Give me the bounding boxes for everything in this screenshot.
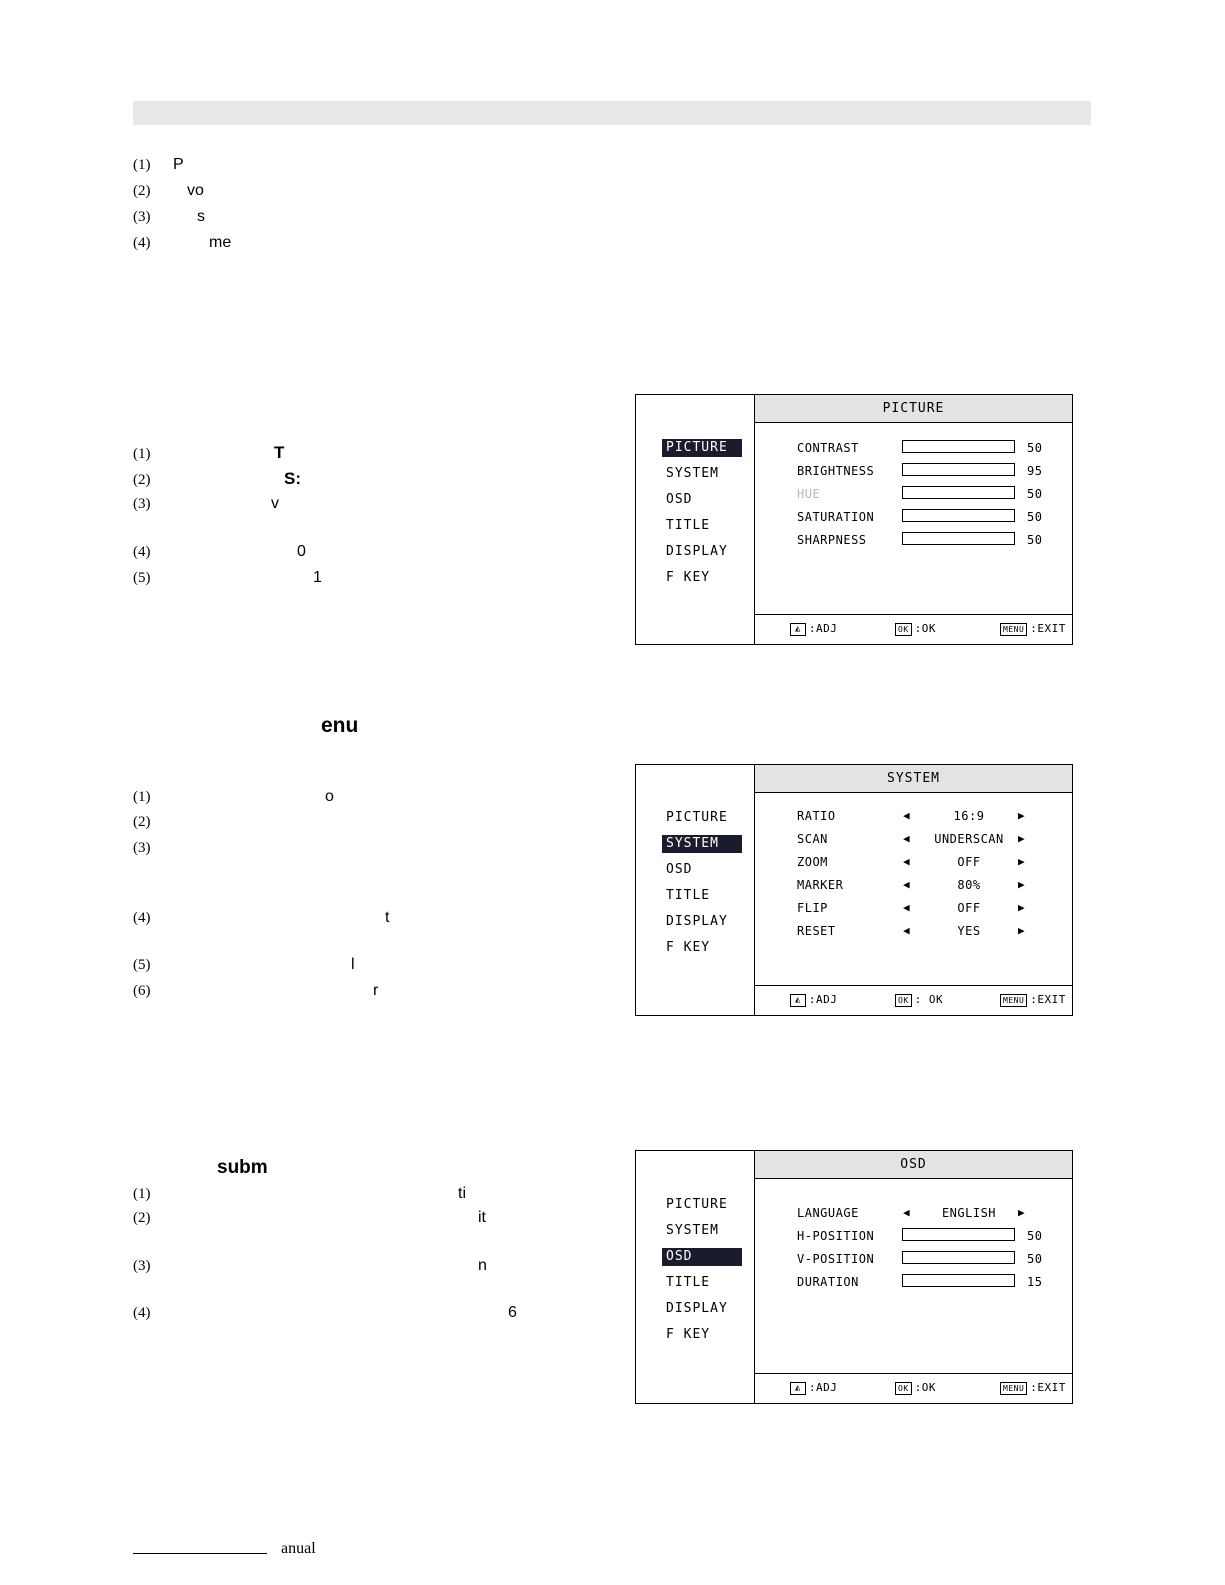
list-text: me [209, 234, 232, 251]
menu-key-icon: MENU [1000, 994, 1027, 1007]
osd-row-scan[interactable] [755, 829, 1072, 852]
osd-row-brightness[interactable] [755, 461, 1072, 484]
list-item [133, 909, 389, 927]
row-label: SHARPNESS [797, 533, 867, 547]
osd-footer [755, 985, 1072, 1015]
list-item [133, 156, 184, 174]
list-text: it [478, 1209, 486, 1226]
list-item [133, 543, 306, 561]
osd-row-language[interactable] [755, 1203, 1072, 1226]
list-text: o [325, 788, 334, 805]
list-item [133, 1257, 487, 1275]
list-number: (4) [133, 235, 151, 251]
osd-row-v-position[interactable] [755, 1249, 1072, 1272]
footer-exit [1000, 1381, 1066, 1395]
adj-label: :ADJ [808, 622, 838, 635]
hue-slider [902, 486, 1015, 499]
adj-key-icon: ◭ [790, 623, 806, 636]
footer-text: anual [281, 1540, 316, 1557]
osd-sidebar [636, 1151, 755, 1403]
row-label: V-POSITION [797, 1252, 875, 1266]
list-text: S: [284, 469, 301, 488]
osd-panel-body [755, 794, 1072, 985]
row-label: ZOOM [797, 855, 828, 869]
list-text: P [173, 156, 184, 173]
osd-menu-item-fkey[interactable]: F KEY [666, 570, 711, 585]
list-text: vo [187, 182, 204, 199]
osd-row-h-position[interactable] [755, 1226, 1072, 1249]
osd-system-panel [635, 764, 1073, 1016]
list-number: (4) [133, 544, 151, 560]
section-heading-submenu: subm [217, 1157, 268, 1178]
exit-label: :EXIT [1030, 1381, 1066, 1394]
row-label: H-POSITION [797, 1229, 875, 1243]
row-value: 15 [1027, 1275, 1043, 1289]
ok-label: :OK [914, 1381, 937, 1394]
left-arrow-icon[interactable]: ◀ [903, 1206, 911, 1219]
list-number: (3) [133, 840, 151, 856]
osd-row-ratio[interactable] [755, 806, 1072, 829]
osd-menu-item-osd[interactable]: OSD [666, 492, 693, 507]
osd-sidebar [636, 765, 755, 1015]
osd-panel-body [755, 1180, 1072, 1373]
list-text: r [373, 982, 379, 999]
brightness-slider[interactable] [902, 463, 1015, 476]
footer-adj [790, 993, 837, 1007]
osd-row-reset[interactable] [755, 921, 1072, 944]
left-arrow-icon[interactable]: ◀ [903, 809, 911, 822]
adj-key-icon: ◭ [790, 994, 806, 1007]
osd-row-saturation[interactable] [755, 507, 1072, 530]
osd-footer [755, 1373, 1072, 1403]
row-label: CONTRAST [797, 441, 859, 455]
list-item [133, 182, 204, 200]
osd-menu-list[interactable] [662, 809, 742, 965]
list-text: t [385, 909, 390, 926]
list-item [133, 839, 173, 857]
footer-adj [790, 1381, 837, 1395]
list-text: s [197, 208, 205, 225]
list-item [133, 208, 205, 226]
osd-menu-item-display[interactable]: DISPLAY [666, 914, 728, 929]
row-label: SATURATION [797, 510, 875, 524]
osd-row-contrast[interactable] [755, 438, 1072, 461]
osd-row-duration[interactable] [755, 1272, 1072, 1295]
list-number: (3) [133, 1258, 151, 1274]
osd-menu-item-title[interactable]: TITLE [666, 518, 711, 533]
list-text: v [271, 495, 279, 512]
right-arrow-icon[interactable]: ▶ [1018, 901, 1026, 914]
osd-menu-item-title[interactable]: TITLE [666, 1275, 711, 1290]
duration-slider[interactable] [902, 1274, 1015, 1287]
adj-label: :ADJ [808, 1381, 838, 1394]
row-label: DURATION [797, 1275, 859, 1289]
row-label: HUE [797, 487, 821, 501]
row-value: 50 [1027, 510, 1043, 524]
list-number: (4) [133, 1305, 151, 1321]
list-text: n [478, 1257, 487, 1274]
row-value: 95 [1027, 464, 1043, 478]
list-item [133, 234, 231, 252]
osd-osd-panel [635, 1150, 1073, 1404]
osd-panel-title: SYSTEM [755, 765, 1072, 793]
row-value: 80% [957, 878, 981, 892]
osd-menu-item-system[interactable]: SYSTEM [666, 1223, 719, 1238]
menu-key-icon: MENU [1000, 623, 1027, 636]
sharpness-slider[interactable] [902, 532, 1015, 545]
list-number: (5) [133, 570, 151, 586]
right-arrow-icon[interactable]: ▶ [1018, 1206, 1026, 1219]
list-text: 1 [313, 569, 322, 586]
row-label: SCAN [797, 832, 828, 846]
list-number: (1) [133, 446, 151, 462]
row-value: OFF [957, 855, 981, 869]
ok-key-icon: OK [895, 1382, 912, 1395]
row-label: RESET [797, 924, 836, 938]
list-item [133, 443, 284, 463]
footer-exit [1000, 622, 1066, 636]
right-arrow-icon[interactable]: ▶ [1018, 855, 1026, 868]
list-text: l [351, 956, 355, 973]
section-heading-menu: enu [321, 714, 359, 737]
list-item [133, 495, 279, 513]
list-text: 0 [297, 543, 306, 560]
header-band [133, 101, 1091, 125]
osd-panel-title: PICTURE [755, 395, 1072, 423]
ok-key-icon: OK [895, 623, 912, 636]
osd-row-sharpness[interactable] [755, 530, 1072, 553]
list-number: (3) [133, 496, 151, 512]
list-number: (2) [133, 814, 151, 830]
exit-label: :EXIT [1030, 993, 1066, 1006]
osd-menu-item-osd[interactable]: OSD [662, 1248, 742, 1266]
list-number: (1) [133, 157, 151, 173]
list-number: (2) [133, 472, 151, 488]
osd-menu-item-picture[interactable]: PICTURE [666, 810, 728, 825]
osd-row-zoom[interactable] [755, 852, 1072, 875]
list-item [133, 982, 378, 1000]
list-number: (5) [133, 957, 151, 973]
left-arrow-icon[interactable]: ◀ [903, 878, 911, 891]
osd-menu-item-system[interactable]: SYSTEM [662, 835, 742, 853]
row-label: MARKER [797, 878, 844, 892]
list-text: ti [458, 1185, 466, 1202]
list-number: (2) [133, 1210, 151, 1226]
ok-label: : OK [914, 993, 944, 1006]
right-arrow-icon[interactable]: ▶ [1018, 809, 1026, 822]
list-number: (4) [133, 910, 151, 926]
list-item [133, 1304, 517, 1322]
h-position-slider[interactable] [902, 1228, 1015, 1241]
osd-panel-body [755, 424, 1072, 614]
list-item [133, 569, 322, 587]
left-arrow-icon[interactable]: ◀ [903, 924, 911, 937]
list-item [133, 788, 334, 806]
osd-footer [755, 614, 1072, 644]
list-number: (1) [133, 1186, 151, 1202]
right-arrow-icon[interactable]: ▶ [1018, 832, 1026, 845]
osd-menu-item-osd[interactable]: OSD [666, 862, 693, 877]
list-item [133, 469, 301, 489]
osd-row-flip[interactable] [755, 898, 1072, 921]
osd-menu-item-title[interactable]: TITLE [666, 888, 711, 903]
left-arrow-icon[interactable]: ◀ [903, 832, 911, 845]
adj-key-icon: ◭ [790, 1382, 806, 1395]
osd-picture-panel [635, 394, 1073, 645]
list-item [133, 1185, 466, 1203]
osd-panel-title: OSD [755, 1151, 1072, 1179]
footer-adj [790, 622, 837, 636]
left-arrow-icon[interactable]: ◀ [903, 855, 911, 868]
row-label: FLIP [797, 901, 828, 915]
row-value: 50 [1027, 1252, 1043, 1266]
menu-key-icon: MENU [1000, 1382, 1027, 1395]
osd-menu-list[interactable] [662, 439, 742, 595]
contrast-slider[interactable] [902, 440, 1015, 453]
osd-menu-item-fkey[interactable]: F KEY [666, 940, 711, 955]
osd-menu-item-system[interactable]: SYSTEM [666, 466, 719, 481]
list-number: (3) [133, 209, 151, 225]
osd-menu-list[interactable] [662, 1196, 742, 1352]
saturation-slider[interactable] [902, 509, 1015, 522]
list-text: T [274, 443, 285, 462]
row-value: 50 [1027, 1229, 1043, 1243]
row-value: 50 [1027, 441, 1043, 455]
list-item [133, 813, 173, 831]
osd-row-marker[interactable] [755, 875, 1072, 898]
footer-ok [895, 622, 936, 636]
osd-menu-item-picture[interactable]: PICTURE [662, 439, 742, 457]
row-value: 16:9 [953, 809, 985, 823]
list-number: (2) [133, 183, 151, 199]
footer-ok [895, 993, 943, 1007]
row-value: UNDERSCAN [934, 832, 1004, 846]
osd-menu-item-fkey[interactable]: F KEY [666, 1327, 711, 1342]
footer-ok [895, 1381, 936, 1395]
osd-menu-item-display[interactable]: DISPLAY [666, 544, 728, 559]
ok-label: :OK [914, 622, 937, 635]
footer-rule [133, 1553, 267, 1554]
row-value: YES [957, 924, 981, 938]
row-label: RATIO [797, 809, 836, 823]
list-item [133, 1209, 486, 1227]
osd-row-hue [755, 484, 1072, 507]
exit-label: :EXIT [1030, 622, 1066, 635]
row-label: LANGUAGE [797, 1206, 859, 1220]
ok-key-icon: OK [895, 994, 912, 1007]
adj-label: :ADJ [808, 993, 838, 1006]
osd-sidebar [636, 395, 755, 644]
right-arrow-icon[interactable]: ▶ [1018, 924, 1026, 937]
osd-menu-item-display[interactable]: DISPLAY [666, 1301, 728, 1316]
footer-exit [1000, 993, 1066, 1007]
list-number: (6) [133, 983, 151, 999]
left-arrow-icon[interactable]: ◀ [903, 901, 911, 914]
row-value: 50 [1027, 487, 1043, 501]
osd-menu-item-picture[interactable]: PICTURE [666, 1197, 728, 1212]
list-text: 6 [508, 1304, 517, 1321]
list-number: (1) [133, 789, 151, 805]
v-position-slider[interactable] [902, 1251, 1015, 1264]
row-value: 50 [1027, 533, 1043, 547]
row-value: OFF [957, 901, 981, 915]
list-item [133, 956, 355, 974]
right-arrow-icon[interactable]: ▶ [1018, 878, 1026, 891]
row-value: ENGLISH [941, 1206, 997, 1220]
row-label: BRIGHTNESS [797, 464, 875, 478]
